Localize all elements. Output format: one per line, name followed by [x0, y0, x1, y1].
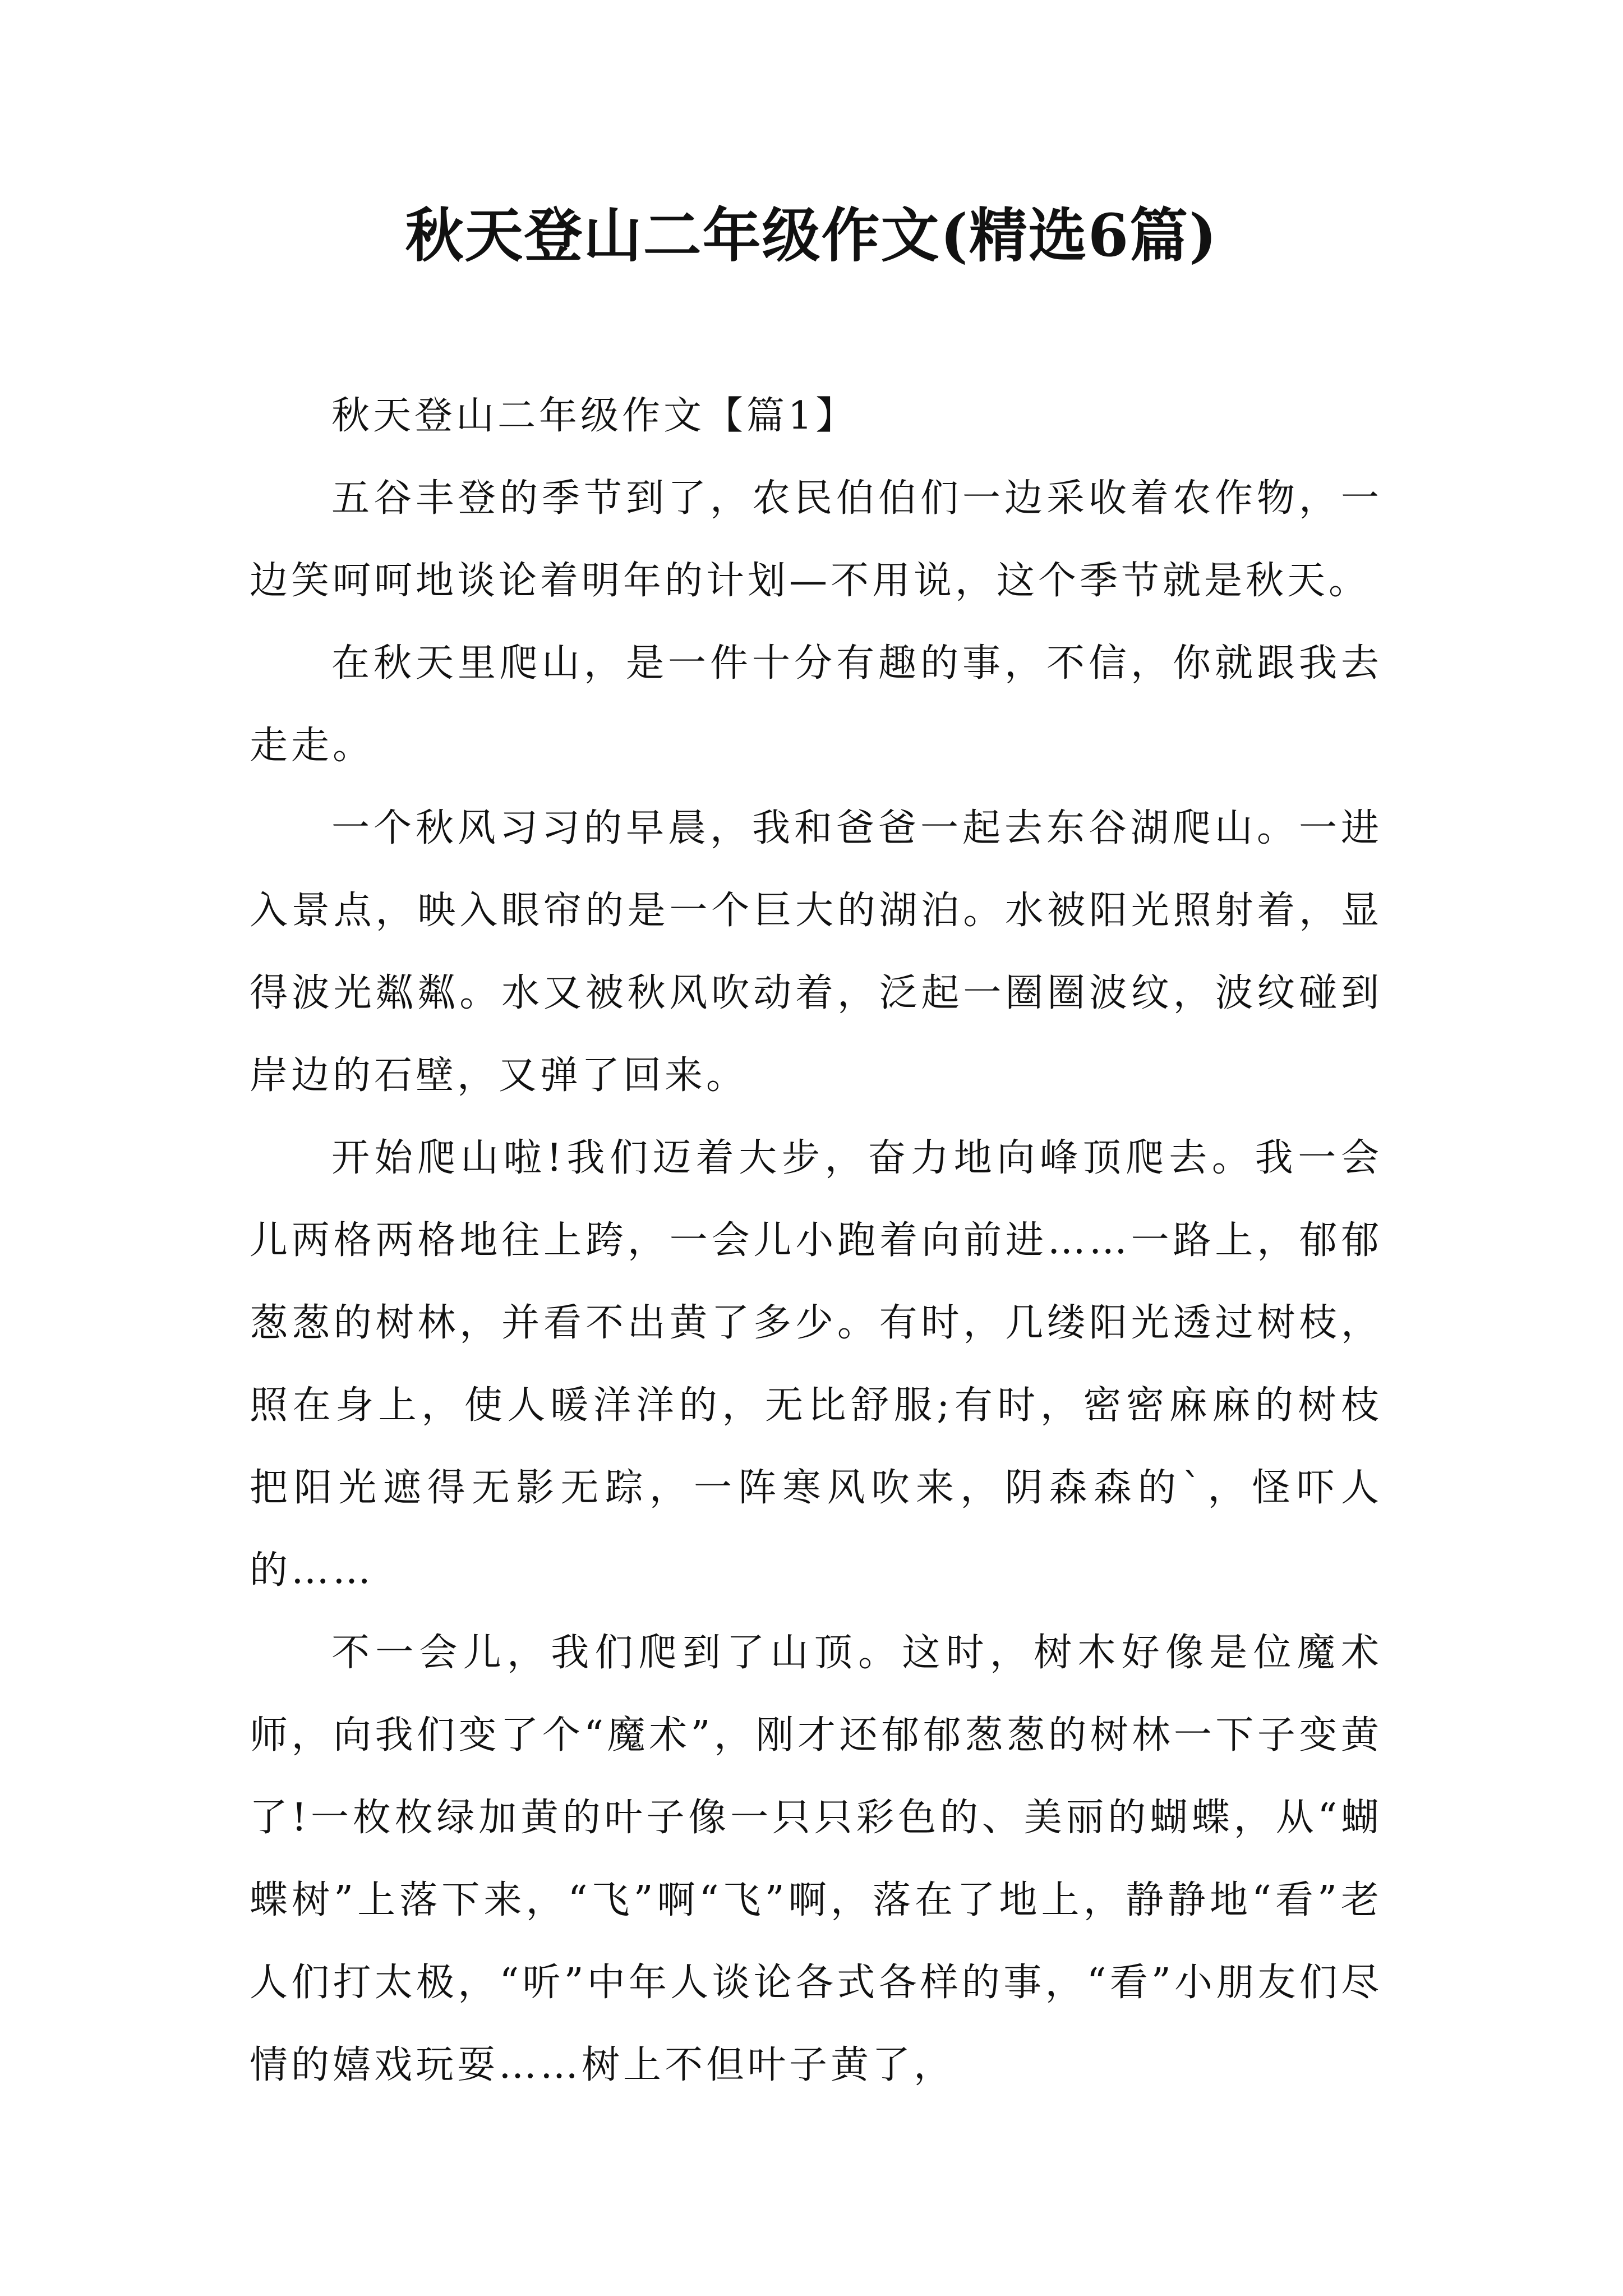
essay-body: [250, 375, 1382, 2106]
paragraph: 在秋天里爬山，是一件十分有趣的事，不信，你就跟我去走走。: [250, 641, 1382, 768]
paragraph: 五谷丰登的季节到了，农民伯伯们一边采收着农作物，一边笑呵呵地谈论着明年的计划—不用说，这个季节就是秋天。: [250, 476, 1382, 603]
page-title: 秋天登山二年级作文(精选6篇): [405, 201, 1218, 270]
section-heading: 秋天登山二年级作文【篇1】: [331, 394, 857, 438]
paragraph: 一个秋风习习的早晨，我和爸爸一起去东谷湖爬山。一进入景点，映入眼帘的是一个巨大的湖泊。水被阳光照射着，显得波光粼粼。水又被秋风吹动着，泛起一圈圈波纹，波纹碰到岸边的石壁，又弹了回来。: [250, 806, 1382, 1098]
paragraph: 开始爬山啦!我们迈着大步，奋力地向峰顶爬去。我一会儿两格两格地往上跨，一会儿小跑着向前进……一路上，郁郁葱葱的树林，并看不出黄了多少。有时，几缕阳光透过树枝，照在身上，使人暖洋洋的，无比舒服;有时，密密麻麻的树枝把阳光遮得无影无踪，一阵寒风吹来，阴森森的`，怪吓人的……: [250, 1136, 1382, 1593]
paragraph: 不一会儿，我们爬到了山顶。这时，树木好像是位魔术师，向我们变了个“魔术”，刚才还郁郁葱葱的树林一下子变黄了!一枚枚绿加黄的叶子像一只只彩色的、美丽的蝴蝶，从“蝴蝶树”上落下来，“飞”啊“飞”啊，落在了地上，静静地“看”老人们打太极，“听”中年人谈论各式各样的事，“看”小朋友们尽情的嬉戏玩耍……树上不但叶子黄了，: [250, 1631, 1382, 2087]
